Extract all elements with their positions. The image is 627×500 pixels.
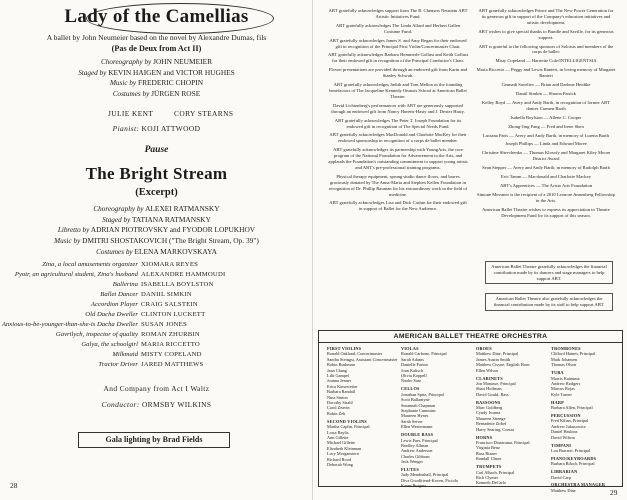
orchestra-member: David Carp xyxy=(551,474,571,480)
cast-dancer: ISABELLA BOYLSTON xyxy=(141,281,214,288)
orchestra-member: Harry Searing, Contra xyxy=(476,426,515,432)
orchestra-member: Carl Albach, Principal xyxy=(476,469,515,475)
orchestra-member: Fred Kilian, Principal xyxy=(551,418,589,424)
cast-role: Tractor Driver xyxy=(98,361,138,368)
orchestra-member: Clifford Haines, Principal xyxy=(551,351,596,357)
orchestra-column xyxy=(327,346,398,467)
right-page xyxy=(314,0,627,500)
ballet-title: Lady of the Camellias xyxy=(64,6,249,27)
cast-list xyxy=(0,261,313,371)
orchestra-section-heading: DOUBLE BASS xyxy=(401,432,434,438)
credit-role: Choreography by xyxy=(100,58,152,66)
orchestra-member: Matthew Dine xyxy=(551,487,576,493)
orchestra-section-heading: PIANO/KEYBOARDS xyxy=(551,455,597,461)
staff-contribution-box xyxy=(485,293,613,311)
pianist-line xyxy=(8,124,305,133)
orchestra-section-heading: SECOND VIOLINS xyxy=(327,418,367,424)
orchestra-member: Sandra Steingst, Assistant Concertmaster xyxy=(327,356,398,362)
orchestra-member: Susannah Chapman xyxy=(401,402,436,408)
acknowledgment-paragraph: Kelley Boyd — Avery and Andy Barth, in recognition of former ABT dancer Carmen Barth xyxy=(481,99,610,111)
acknowledgment-paragraph: Flower presentations are provided through an endowed gift from Karin and Stanley Schwab. xyxy=(328,67,468,79)
orchestra-member: Dorothy Strahl xyxy=(327,400,353,406)
orchestra-member: Diva Goodfriend-Koven, Piccolo xyxy=(401,477,459,483)
acknowledgment-paragraph: ABT gratefully acknowledges Judith and Tom Mellon as the founding benefactors of The Jacqueline Kennedy Onassis School at American Ballet Theatre. xyxy=(329,82,467,99)
pianist-label: Pianist: xyxy=(112,124,140,133)
orchestra-member: Barbara Randall xyxy=(327,389,356,395)
credit-line xyxy=(8,68,305,79)
orchestra-member: Maureen Hynes xyxy=(401,413,429,419)
credit-line xyxy=(8,57,305,68)
orchestra-member: Michael Gillette xyxy=(327,440,356,446)
conductor-name: ORMSBY WILKINS xyxy=(141,400,212,409)
orchestra-member: Matthew Cisyne, English Horn xyxy=(476,362,530,368)
credit-line xyxy=(8,89,305,100)
orchestra-section-heading: ORCHESTRA MANAGER xyxy=(551,482,606,488)
ballet-act: (Pas de Deux from Act II) xyxy=(111,44,202,53)
acknowledgments-column-2 xyxy=(476,8,616,221)
acknowledgment-paragraph: ABT's Apprentices — The Aristo Arts Foundation xyxy=(499,182,593,188)
cast-dancer: ALEXANDRE HAMMOUDI xyxy=(141,271,226,278)
orchestra-member: Barbara Bilach, Principal xyxy=(551,461,595,467)
orchestra-member: Carol Zeavin xyxy=(327,405,350,411)
acknowledgment-paragraph: ABT gratefully acknowledges support from The R. Chemers Neustein ABT Artistic Initiatives Fund. xyxy=(328,8,468,19)
orchestra-member: Nina Simon xyxy=(327,394,348,400)
credit-role: Costumes by xyxy=(96,247,133,256)
orchestra-member: Virginia Benz xyxy=(476,445,500,451)
orchestra-member: Bernadette Zirbel xyxy=(476,421,507,427)
acknowledgment-paragraph: David Lichtenberg's performances with ABT are generously supported through an endowed gift from Nancy Havens-Hasty and J. Dexter Hasty. xyxy=(331,102,465,114)
orchestra-member: Thomas Olson xyxy=(551,362,577,368)
credits-2 xyxy=(8,204,305,258)
conductor-line xyxy=(8,400,305,409)
orchestra-section-heading: HARP xyxy=(551,399,564,405)
orchestra-member: Bradley Allman xyxy=(401,442,429,448)
cast-dancer: CRAIG SALSTEIN xyxy=(141,301,198,308)
orchestra-section-heading: PERCUSSION xyxy=(551,412,581,418)
orchestra-member: Rich Clymer xyxy=(476,474,499,480)
acknowledgment-paragraph: Luciana Paris — Avery and Andy Barth, in memory of Lurena Barth xyxy=(483,132,609,138)
orchestra-member: Stephanie Cummins xyxy=(401,407,436,413)
orchestra-member: Lucy Morganstern xyxy=(327,451,359,457)
credit-role: Music by xyxy=(109,79,137,88)
orchestra-member: Jonathan Spitz, Principal xyxy=(401,391,444,397)
credit-name: KEVIN HAIGEN and VICTOR HUGHES xyxy=(108,67,235,77)
orchestra-member: Maureen Strenge xyxy=(476,415,506,421)
orchestra-member: Judy Mendenhall, Principal xyxy=(401,472,449,478)
acknowledgment-paragraph: Maria Riccetto — Peggy and Lewis Ranieri, in loving memory of Margaret Ranieri xyxy=(476,67,616,79)
orchestra-member: Kenneth DeCarlo xyxy=(476,480,507,486)
orchestra-column xyxy=(401,346,458,489)
cast-dancer: XIOMARA REYES xyxy=(141,261,199,268)
orchestra-title: AMERICAN BALLET THEATRE ORCHESTRA xyxy=(319,331,622,343)
orchestra-member: Jack Wenger xyxy=(401,459,423,465)
conductor-label: Conductor: xyxy=(101,400,140,409)
acknowledgment-paragraph: ABT gratefully acknowledges MacDonald and Charlotte MacKey for their endowed sponsorship in recognition of a corps de ballet member. xyxy=(329,132,467,144)
orchestra-member: Lou Barrarri, Principal xyxy=(551,447,591,453)
orchestra-member: Andrew Anderson xyxy=(401,448,433,454)
acknowledgment-paragraph: Isabella Boylston — Allene C. Cooper xyxy=(510,114,582,120)
orchestra-column xyxy=(476,346,530,486)
cast-dancer: MARIA RICCETTO xyxy=(141,341,200,348)
cast-dancer: JARED MATTHEWS xyxy=(141,361,204,368)
cast-dancer: CLINTON LUCKETT xyxy=(141,311,206,318)
pianist-name: KOJI ATTWOOD xyxy=(141,124,201,133)
orchestra-member: Ellen Wilson xyxy=(476,367,499,373)
orchestra-member: Sarah Seiver xyxy=(401,418,423,424)
acknowledgment-paragraph: Zhong-Jing Fang — Fred and Irene Shen xyxy=(508,123,584,129)
credit-name: DMITRI SHOSTAKOVICH ("The Bright Stream, Op. 39") xyxy=(82,236,259,246)
dancer-1: JULIE KENT xyxy=(108,109,154,118)
orchestra-member: Joan Kalisch xyxy=(401,367,424,373)
credit-name: ADRIAN PIOTROVSKY and FYODOR LOPUKHOV xyxy=(90,225,256,235)
cast-role: Accordion Player xyxy=(90,301,138,308)
acknowledgment-paragraph: Misty Copeland — Harriette Cole/INTELLIGENTSIA xyxy=(495,58,597,64)
credit-name: ALEXEI RATMANSKY xyxy=(145,204,220,213)
acknowledgment-paragraph: Gennadi Saveliev — Brian and Darlene Heidtke xyxy=(501,82,591,88)
acknowledgment-paragraph: ABT is grateful to the following sponsors of Soloists and members of the corps de ballet: xyxy=(478,43,614,55)
second-ballet-title: The Bright Stream xyxy=(85,164,228,183)
acknowledgment-paragraph: Physical therapy equipment, sprung studio dance floors, and barres graciously donated by The Anna-Maria and Stephen Kellen Foundation in recognition of Dr. Phillip Bauman for his extraordinary work in the field of medicine. xyxy=(328,173,468,197)
orchestra-section-heading: VIOLAS xyxy=(401,346,419,351)
orchestra-member: Shari Hoffman xyxy=(476,386,502,392)
orchestra-member: Marc Goldberg xyxy=(476,405,503,411)
orchestra-member: Robin Bushman xyxy=(327,362,355,368)
cast-dancer: DANIIL SIMKIN xyxy=(141,291,192,298)
orchestra-member: Daniel Haskins xyxy=(551,429,578,435)
orchestra-section-heading: CELLOS xyxy=(401,386,420,392)
right-page-number: 29 xyxy=(610,488,618,497)
orchestra-member: Joanna Jenner xyxy=(327,378,352,384)
orchestra-member: Cyndy Iwama xyxy=(476,410,501,416)
orchestra-member: Olivia Koppell xyxy=(401,373,427,379)
orchestra-section-heading: BASSOONS xyxy=(476,399,501,405)
orchestra-member: David Gould, Bass xyxy=(476,391,509,397)
credit-name: ELENA MARKOVSKAYA xyxy=(134,246,217,256)
credit-role: Staged by xyxy=(78,68,107,77)
orchestra-member: Barbara Allen, Principal xyxy=(551,405,593,411)
credit-role: Music by xyxy=(54,237,81,246)
orchestra-column xyxy=(551,346,605,493)
orchestra-section-heading: TUBA xyxy=(551,370,564,376)
orchestra-member: Ronald Oakland, Concertmaster xyxy=(327,351,383,357)
credit-name: JÜRGEN ROSE xyxy=(151,89,201,99)
orchestra-section-heading: TROMBONES xyxy=(551,346,581,351)
cast-role: Ballet Dancer xyxy=(100,291,138,298)
orchestra-member: Andrew Rodgers xyxy=(551,380,581,386)
orchestra-member: Karen Burgess xyxy=(401,483,427,489)
acknowledgment-paragraph: Sean Stepper — Avery and Andy Barth, in memory of Rudolph Barth xyxy=(482,165,610,171)
acknowledgment-paragraph: Daniil Simkin — Sharon Patrick xyxy=(516,90,576,96)
acknowledgment-paragraph: Joseph Phillips — Linda and Edward Moree xyxy=(505,141,587,147)
orchestra-member: Kyle Turner xyxy=(551,391,572,397)
credit-line xyxy=(8,225,305,236)
orchestra-section-heading: HORNS xyxy=(476,434,493,440)
acknowledgment-paragraph: Simone Messmer is the recipient of a 2010 Leonore Annenberg Fellowship in the Arts. xyxy=(477,191,615,203)
orchestra-member: Marcus Rojas xyxy=(551,386,575,392)
ballet-subtitle: A ballet by John Neumeier based on the novel by Alexandre Dumas, fils xyxy=(46,33,267,42)
orchestra-member: Lorra Baylis xyxy=(327,429,349,435)
acknowledgment-paragraph: ABT gratefully acknowledges James S. and Amy Regan for their endowed gift in recognition of the Principal First Violin/Concertmaster Chair. xyxy=(329,37,467,49)
acknowledgment-paragraph: ABT gratefully acknowledges Lisa and Dick Cashin for their endowed gift in support of Ballet for the New Audience. xyxy=(329,200,467,212)
orchestra-member: Jon Manasse, Principal xyxy=(476,380,516,386)
acknowledgments-column-1 xyxy=(328,8,468,215)
orchestra-member: Morris Kainuma xyxy=(551,375,580,381)
orchestra-member: Elizabeth Kleinman xyxy=(327,445,362,451)
orchestra-section-heading: FIRST VIOLINS xyxy=(327,346,362,351)
dancers-contribution-box xyxy=(485,261,613,284)
credit-line xyxy=(8,215,305,226)
acknowledgment-paragraph: ABT gratefully acknowledges The Linda Allard and Herbert Gallen Costume Fund. xyxy=(335,22,461,34)
cast-role: Galya, the schoolgirl xyxy=(81,341,138,348)
orchestra-member: Francisco Donaruma, Principal xyxy=(476,440,530,445)
company-line: And Company from Act I Waltz xyxy=(103,384,210,393)
orchestra-section-heading: LIBRARIAN xyxy=(551,469,578,475)
orchestra-member: Matthew Dine, Principal xyxy=(476,351,519,357)
acknowledgment-paragraph: ABT gratefully acknowledges The Peter T. Joseph Foundation for its endowed gift in recognition of The Special Needs Fund. xyxy=(334,117,462,129)
pause-label: Pause xyxy=(144,145,169,155)
acknowledgment-paragraph: Eric Tamm — Macdonald and Charlotte Mackey xyxy=(501,174,591,180)
orchestra-member: Erica Kiesewetter xyxy=(327,383,358,389)
orchestra-section-heading: OBOES xyxy=(476,346,492,351)
orchestra-member: Naoko Sato xyxy=(401,378,422,384)
cast-role: Milkmaid xyxy=(112,351,138,358)
acknowledgment-paragraph: ABT gratefully acknowledges its partnership with YoungArts, the core program of the National Foundation for Advancement in the Arts, and applauds the Foundation's outstanding commitment to support young artists and ABT's pre-professional training programs. xyxy=(328,147,468,170)
orchestra-member: Richard Rood xyxy=(327,456,351,462)
orchestra-section-heading: TRUMPETS xyxy=(476,464,502,470)
orchestra-member: Randall Ulmer xyxy=(476,456,502,462)
orchestra-member: Jana Chang xyxy=(327,367,347,373)
orchestra-member: Russ Rizner xyxy=(476,450,497,456)
credit-role: Costumes by xyxy=(112,90,150,99)
credit-line xyxy=(8,78,305,89)
cast-role: Zina, a local amusements organizer xyxy=(42,261,138,268)
cast-dancer: MISTY COPELAND xyxy=(141,351,202,358)
credit-name: JOHN NEUMEIER xyxy=(153,57,213,66)
left-page xyxy=(0,0,313,500)
acknowledgment-paragraph: Christine Shevchenko — Thomas Klosofy and Margaret Kiley Moore District Award xyxy=(481,150,611,162)
cast-role: Gavrilych, inspector of quality xyxy=(55,331,138,338)
staff-contribution-text: American Ballet Theatre also gratefully acknowledges the financial contribution made by its staff to help support ABT. xyxy=(493,296,605,307)
cast-role: Ballerina xyxy=(112,281,138,288)
acknowledgment-paragraph: ABT gratefully acknowledges Barbara Hemmerle Gollust and Keith Gollust for their endowed gift in recognition of the Principal Conductor's Chair. xyxy=(328,52,468,64)
cast-dancer: ROMAN ZHURBIN xyxy=(141,331,200,338)
excerpt-label: (Excerpt) xyxy=(135,187,178,198)
dancers-contribution-text: American Ballet Theatre gratefully acknowledges the financial contribution made by its dancers and stage managers to help support ABT. xyxy=(491,264,607,281)
orchestra-member: Ann Gillette xyxy=(327,435,349,440)
credit-line xyxy=(8,247,305,258)
credits-1 xyxy=(8,57,305,100)
orchestra-member: Danielle Farina xyxy=(401,362,428,368)
orchestra-member: Ellen Westermann xyxy=(401,424,433,430)
credit-role: Choreography by xyxy=(93,205,144,213)
credit-name: FREDERIC CHOPIN xyxy=(137,78,204,88)
orchestra-member: Mark Johansen xyxy=(551,356,578,362)
acknowledgment-paragraph: ABT gratefully acknowledges Prince and The New Power Generation for its generous gift in support of the Company's education initiatives and artistic development. xyxy=(478,8,614,25)
credit-name: TATIANA RATMANSKY xyxy=(132,214,211,224)
dancer-2: CORY STEARNS xyxy=(174,109,234,118)
credit-line xyxy=(8,236,305,247)
orchestra-member: Martha Caplin, Principal xyxy=(327,424,370,430)
credit-line xyxy=(8,204,305,215)
orchestra-member: Lilit Gampel xyxy=(327,373,350,379)
gala-lighting-box xyxy=(78,432,230,448)
orchestra-member: James Austin Smith xyxy=(476,356,511,362)
left-page-number: 28 xyxy=(10,481,18,490)
orchestra-member: Sarah Adams xyxy=(401,356,424,362)
orchestra-section-heading: FLUTES xyxy=(401,467,419,473)
orchestra-member: Scott Ballantyne xyxy=(401,397,430,403)
cast-role: Pyotr, an agricultural student, Zina's husband xyxy=(14,271,138,278)
orchestra-section-heading: TIMPANI xyxy=(551,442,572,448)
orchestra-member: Ronald Carbone, Principal xyxy=(401,351,447,357)
orchestra-member: Deborah Wong xyxy=(327,462,353,468)
orchestra-member: David Wilson xyxy=(551,434,575,440)
gala-lighting-text: Gala lighting by Brad Fields xyxy=(105,435,203,444)
acknowledgment-paragraph: American Ballet Theatre wishes to express its appreciation to Theatre Development Fund for its support of this season. xyxy=(482,206,610,218)
orchestra-member: Robin Zeh xyxy=(327,410,346,416)
cast-role: Anxious-to-be-younger-than-she-is Dacha Dweller xyxy=(1,321,138,328)
credit-role: Staged by xyxy=(102,215,131,224)
orchestra-member: Andrew Jukusowicz xyxy=(551,423,586,429)
cast-role: Old Dacha Dweller xyxy=(85,311,138,318)
orchestra-member: Lewis Paer, Principal xyxy=(401,437,438,443)
orchestra-section-heading: CLARINETS xyxy=(476,375,503,381)
acknowledgment-paragraph: ABT wishes to give special thanks to Bundle and Saville, for its generous support. xyxy=(478,28,614,40)
credit-role: Libretto by xyxy=(57,226,90,235)
cast-dancer: SUSAN JONES xyxy=(141,321,187,328)
orchestra-member: Charles Gibbons xyxy=(401,453,430,459)
